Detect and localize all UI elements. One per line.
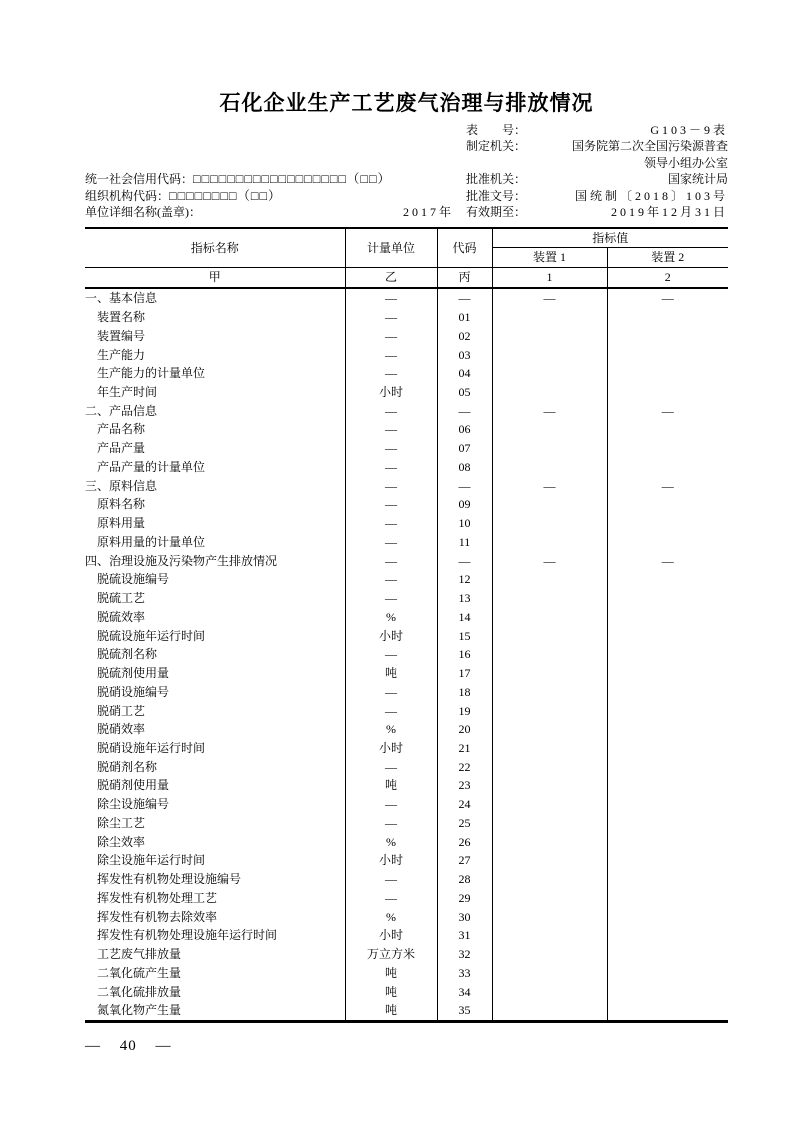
code-cell: 34: [437, 983, 492, 1002]
code-cell: 01: [437, 308, 492, 327]
code-cell: 23: [437, 776, 492, 795]
value-cell-device1: —: [492, 552, 607, 571]
col-header-unit: 计量单位: [345, 228, 437, 268]
indicator-row: [85, 739, 728, 758]
value-cell-device1: [492, 495, 607, 514]
indicator-name-cell: 脱硝设施年运行时间: [97, 740, 206, 755]
approving-agency-value: 国家统计局: [667, 172, 728, 187]
value-cell-device2: [607, 664, 728, 683]
indicator-name-cell: 脱硝剂名称: [97, 759, 158, 774]
indicator-name-cell: 除尘设施编号: [97, 797, 170, 812]
unit-cell: —: [345, 439, 437, 458]
unit-cell: 小时: [345, 851, 437, 870]
value-cell-device1: —: [492, 477, 607, 496]
value-cell-device1: [492, 720, 607, 739]
unit-cell: —: [345, 308, 437, 327]
unit-cell: 小时: [345, 383, 437, 402]
letter-cell-1: 1: [492, 268, 607, 289]
value-cell-device2: [607, 758, 728, 777]
letter-cell-bing: 丙: [437, 268, 492, 289]
unit-cell: %: [345, 908, 437, 927]
indicator-row: [85, 439, 728, 458]
indicator-name-cell: 除尘设施年运行时间: [97, 853, 206, 868]
indicator-name-cell: 除尘工艺: [97, 815, 146, 830]
issuing-agency-label: 制定机关：: [466, 139, 527, 154]
indicator-row: [85, 364, 728, 383]
credit-code-line: [85, 171, 466, 187]
indicator-name-cell: 生产能力的计量单位: [97, 366, 206, 381]
indicator-row: [85, 608, 728, 627]
code-cell: —: [437, 552, 492, 571]
value-cell-device2: [607, 795, 728, 814]
indicator-name-cell: 脱硝工艺: [97, 703, 146, 718]
unit-cell: —: [345, 570, 437, 589]
code-cell: 26: [437, 833, 492, 852]
indicator-row: [85, 645, 728, 664]
issuing-agency-label-2: [466, 155, 530, 171]
value-cell-device1: [492, 645, 607, 664]
code-cell: 24: [437, 795, 492, 814]
value-cell-device1: [492, 608, 607, 627]
value-cell-device2: [607, 346, 728, 365]
code-cell: 32: [437, 945, 492, 964]
table-number-value: G103－9表: [650, 123, 728, 137]
indicator-row: [85, 308, 728, 327]
valid-until-label: 有效期至：: [466, 204, 527, 219]
value-cell-device1: [492, 364, 607, 383]
indicator-row: [85, 926, 728, 945]
value-cell-device1: [492, 833, 607, 852]
value-cell-device1: [492, 739, 607, 758]
letter-cell-2: 2: [607, 268, 728, 289]
value-cell-device2: [607, 495, 728, 514]
code-cell: —: [437, 402, 492, 421]
org-code-boxes: □□□□□□□□（□□）: [169, 188, 282, 203]
unit-cell: —: [345, 402, 437, 421]
indicator-name-cell: 脱硝效率: [97, 722, 146, 737]
value-cell-device2: [607, 833, 728, 852]
org-code-line: [85, 188, 466, 204]
indicator-name-cell: 挥发性有机物处理设施年运行时间: [97, 928, 278, 943]
code-cell: 14: [437, 608, 492, 627]
value-cell-device2: [607, 627, 728, 646]
code-cell: 17: [437, 664, 492, 683]
value-cell-device2: [607, 945, 728, 964]
indicator-row: [85, 664, 728, 683]
value-cell-device1: [492, 1001, 607, 1021]
unit-cell: 小时: [345, 739, 437, 758]
unit-cell: %: [345, 608, 437, 627]
indicator-name-cell: 生产能力: [97, 347, 146, 362]
value-cell-device1: —: [492, 402, 607, 421]
value-cell-device2: [607, 776, 728, 795]
indicator-table: [85, 227, 728, 1023]
indicator-name-cell: 脱硫效率: [97, 609, 146, 624]
value-cell-device2: [607, 720, 728, 739]
indicator-row: [85, 702, 728, 721]
value-cell-device1: [492, 870, 607, 889]
indicator-row: [85, 327, 728, 346]
unit-cell: 小时: [345, 627, 437, 646]
unit-cell: —: [345, 645, 437, 664]
indicator-name-cell: 原料名称: [97, 497, 146, 512]
unit-cell: —: [345, 758, 437, 777]
unit-cell: —: [345, 889, 437, 908]
value-cell-device1: [492, 776, 607, 795]
indicator-name-cell: 装置名称: [97, 310, 146, 325]
code-cell: 27: [437, 851, 492, 870]
unit-cell: —: [345, 702, 437, 721]
indicator-table-body: [85, 288, 728, 1021]
org-code-label: 组织机构代码：: [85, 188, 170, 203]
code-cell: 30: [437, 908, 492, 927]
unit-cell: —: [345, 814, 437, 833]
unit-cell: 万立方米: [345, 945, 437, 964]
value-cell-device2: —: [607, 477, 728, 496]
indicator-table-header: [85, 228, 728, 288]
section-row: [85, 288, 728, 308]
code-cell: 35: [437, 1001, 492, 1021]
form-content: [85, 88, 728, 1023]
value-cell-device2: [607, 327, 728, 346]
col-header-code: 代码: [437, 228, 492, 268]
value-cell-device2: [607, 983, 728, 1002]
section-row: [85, 477, 728, 496]
value-cell-device2: [607, 889, 728, 908]
indicator-name-cell: 二、产品信息: [85, 403, 158, 418]
value-cell-device2: [607, 683, 728, 702]
code-cell: 19: [437, 702, 492, 721]
unit-cell: —: [345, 589, 437, 608]
page-title: 石化企业生产工艺废气治理与排放情况: [219, 91, 594, 115]
indicator-row: [85, 627, 728, 646]
indicator-name-cell: 原料用量的计量单位: [97, 534, 206, 549]
unit-cell: —: [345, 552, 437, 571]
unit-cell: —: [345, 683, 437, 702]
indicator-row: [85, 814, 728, 833]
value-cell-device1: —: [492, 288, 607, 308]
indicator-row: [85, 1001, 728, 1021]
indicator-name-cell: 挥发性有机物处理设施编号: [97, 872, 242, 887]
code-cell: 06: [437, 420, 492, 439]
value-cell-device2: —: [607, 402, 728, 421]
unit-cell: —: [345, 795, 437, 814]
indicator-row: [85, 495, 728, 514]
value-cell-device1: [492, 383, 607, 402]
indicator-name-cell: 年生产时间: [97, 385, 158, 400]
unit-cell: %: [345, 833, 437, 852]
value-cell-device1: [492, 702, 607, 721]
credit-code-label: 统一社会信用代码：: [85, 172, 194, 187]
code-cell: 08: [437, 458, 492, 477]
value-cell-device1: [492, 327, 607, 346]
indicator-name-cell: 脱硝设施编号: [97, 684, 170, 699]
header-letter-row: [85, 268, 728, 289]
indicator-row: [85, 833, 728, 852]
indicator-name-cell: 产品产量: [97, 441, 146, 456]
value-cell-device2: —: [607, 552, 728, 571]
value-cell-device2: [607, 608, 728, 627]
indicator-name-cell: 脱硫设施编号: [97, 572, 170, 587]
value-cell-device1: [492, 346, 607, 365]
col-header-device2: 装置 2: [607, 248, 728, 268]
indicator-name-cell: 挥发性有机物处理工艺: [97, 890, 218, 905]
indicator-row: [85, 589, 728, 608]
unit-cell: —: [345, 288, 437, 308]
unit-cell: —: [345, 420, 437, 439]
unit-cell: 吨: [345, 776, 437, 795]
indicator-row: [85, 683, 728, 702]
indicator-row: [85, 720, 728, 739]
indicator-name-cell: 挥发性有机物去除效率: [97, 909, 218, 924]
indicator-name-cell: 脱硫剂使用量: [97, 666, 170, 681]
approval-document-label: 批准文号：: [466, 188, 527, 203]
unit-cell: —: [345, 870, 437, 889]
code-cell: 25: [437, 814, 492, 833]
issuing-agency-value-2: 领导小组办公室: [643, 155, 728, 170]
unit-cell: 吨: [345, 964, 437, 983]
code-cell: 22: [437, 758, 492, 777]
report-year: 2017年: [402, 204, 454, 219]
unit-cell: —: [345, 364, 437, 383]
valid-until-value: 2019年12月31日: [610, 204, 728, 219]
page-number: — 40 —: [85, 1038, 172, 1054]
indicator-row: [85, 776, 728, 795]
value-cell-device1: [492, 983, 607, 1002]
meta-line-table-number: [466, 122, 728, 138]
unit-cell: —: [345, 477, 437, 496]
code-cell: 13: [437, 589, 492, 608]
value-cell-device1: [492, 683, 607, 702]
code-cell: 10: [437, 514, 492, 533]
indicator-name-cell: 脱硫剂名称: [97, 647, 158, 662]
unit-name-label: 单位详细名称(盖章)：: [85, 204, 201, 219]
unit-cell: 吨: [345, 1001, 437, 1021]
value-cell-device1: [492, 570, 607, 589]
value-cell-device2: [607, 570, 728, 589]
code-cell: 07: [437, 439, 492, 458]
code-cell: 05: [437, 383, 492, 402]
code-cell: 04: [437, 364, 492, 383]
code-cell: 29: [437, 889, 492, 908]
indicator-row: [85, 420, 728, 439]
value-cell-device1: [492, 795, 607, 814]
form-meta-block: [85, 122, 728, 220]
indicator-name-cell: 脱硫设施年运行时间: [97, 628, 206, 643]
meta-line-issuing-agency: [466, 138, 728, 154]
credit-code-boxes: □□□□□□□□□□□□□□□□□□（□□）: [193, 172, 392, 187]
value-cell-device2: [607, 458, 728, 477]
indicator-name-cell: 工艺废气排放量: [97, 947, 182, 962]
indicator-name-cell: 原料用量: [97, 516, 146, 531]
section-row: [85, 552, 728, 571]
issuing-agency-value: 国务院第二次全国污染源普查: [571, 139, 728, 154]
indicator-row: [85, 346, 728, 365]
unit-cell: 小时: [345, 926, 437, 945]
value-cell-device1: [492, 945, 607, 964]
unit-cell: —: [345, 458, 437, 477]
unit-cell: 吨: [345, 664, 437, 683]
value-cell-device1: [492, 533, 607, 552]
code-cell: 16: [437, 645, 492, 664]
code-cell: 33: [437, 964, 492, 983]
value-cell-device1: [492, 589, 607, 608]
value-cell-device2: [607, 702, 728, 721]
value-cell-device2: [607, 964, 728, 983]
code-cell: —: [437, 288, 492, 308]
value-cell-device1: [492, 664, 607, 683]
unit-cell: 吨: [345, 983, 437, 1002]
value-cell-device2: [607, 589, 728, 608]
meta-line-valid-until: [466, 204, 728, 220]
indicator-name-cell: 脱硫工艺: [97, 591, 146, 606]
code-cell: 11: [437, 533, 492, 552]
value-cell-device1: [492, 439, 607, 458]
value-cell-device2: [607, 851, 728, 870]
code-cell: 28: [437, 870, 492, 889]
value-cell-device1: [492, 926, 607, 945]
value-cell-device2: [607, 533, 728, 552]
indicator-row: [85, 758, 728, 777]
value-cell-device1: [492, 458, 607, 477]
indicator-row: [85, 383, 728, 402]
col-header-device1: 装置 1: [492, 248, 607, 268]
indicator-row: [85, 945, 728, 964]
letter-cell-jia: 甲: [85, 268, 345, 289]
indicator-row: [85, 851, 728, 870]
unit-cell: —: [345, 514, 437, 533]
indicator-name-cell: 四、治理设施及污染物产生排放情况: [85, 553, 278, 568]
code-cell: 21: [437, 739, 492, 758]
form-meta-left: [85, 122, 466, 220]
indicator-name-cell: 一、基本信息: [85, 291, 158, 306]
code-cell: 20: [437, 720, 492, 739]
value-cell-device1: [492, 758, 607, 777]
letter-cell-yi: 乙: [345, 268, 437, 289]
indicator-row: [85, 514, 728, 533]
indicator-row: [85, 795, 728, 814]
approving-agency-label: 批准机关：: [466, 172, 527, 187]
indicator-row: [85, 570, 728, 589]
unit-cell: —: [345, 346, 437, 365]
indicator-name-cell: 二氧化硫产生量: [97, 965, 182, 980]
code-cell: —: [437, 477, 492, 496]
indicator-name-cell: 装置编号: [97, 328, 146, 343]
value-cell-device2: [607, 1001, 728, 1021]
value-cell-device2: [607, 383, 728, 402]
code-cell: 09: [437, 495, 492, 514]
meta-line-approving-agency: [466, 171, 728, 187]
code-cell: 31: [437, 926, 492, 945]
indicator-name-cell: 二氧化硫排放量: [97, 984, 182, 999]
value-cell-device2: [607, 814, 728, 833]
value-cell-device2: [607, 364, 728, 383]
indicator-row: [85, 964, 728, 983]
value-cell-device1: [492, 420, 607, 439]
value-cell-device2: [607, 308, 728, 327]
meta-line-approval-document: [466, 188, 728, 204]
unit-cell: —: [345, 327, 437, 346]
value-cell-device1: [492, 964, 607, 983]
code-cell: 15: [437, 627, 492, 646]
indicator-row: [85, 889, 728, 908]
col-header-indicator: 指标名称: [85, 228, 345, 268]
value-cell-device2: [607, 420, 728, 439]
unit-cell: %: [345, 720, 437, 739]
indicator-name-cell: 产品产量的计量单位: [97, 459, 206, 474]
indicator-row: [85, 458, 728, 477]
value-cell-device1: [492, 514, 607, 533]
header-row-1: [85, 228, 728, 248]
code-cell: 12: [437, 570, 492, 589]
indicator-name-cell: 三、原料信息: [85, 478, 158, 493]
section-row: [85, 402, 728, 421]
form-meta-right: [466, 122, 728, 220]
value-cell-device1: [492, 814, 607, 833]
value-cell-device2: [607, 645, 728, 664]
indicator-name-cell: 除尘效率: [97, 834, 146, 849]
meta-line-issuing-agency-2: [466, 155, 728, 171]
value-cell-device1: [492, 908, 607, 927]
value-cell-device1: [492, 627, 607, 646]
value-cell-device2: [607, 908, 728, 927]
value-cell-device2: [607, 870, 728, 889]
unit-cell: —: [345, 533, 437, 552]
unit-name-line: [85, 204, 466, 220]
indicator-row: [85, 870, 728, 889]
value-cell-device2: [607, 514, 728, 533]
indicator-row: [85, 908, 728, 927]
indicator-row: [85, 533, 728, 552]
value-cell-device1: [492, 308, 607, 327]
table-number-label: 表 号：: [466, 123, 527, 137]
indicator-name-cell: 产品名称: [97, 422, 146, 437]
code-cell: 02: [437, 327, 492, 346]
indicator-name-cell: 脱硝剂使用量: [97, 778, 170, 793]
approval-document-value: 国统制〔2018〕103号: [574, 188, 728, 203]
unit-cell: —: [345, 495, 437, 514]
value-cell-device1: [492, 851, 607, 870]
indicator-name-cell: 氮氧化物产生量: [97, 1003, 182, 1018]
value-cell-device2: [607, 739, 728, 758]
value-cell-device2: [607, 439, 728, 458]
col-header-value-group: 指标值: [492, 228, 728, 248]
value-cell-device2: —: [607, 288, 728, 308]
value-cell-device1: [492, 889, 607, 908]
code-cell: 18: [437, 683, 492, 702]
code-cell: 03: [437, 346, 492, 365]
indicator-row: [85, 983, 728, 1002]
value-cell-device2: [607, 926, 728, 945]
